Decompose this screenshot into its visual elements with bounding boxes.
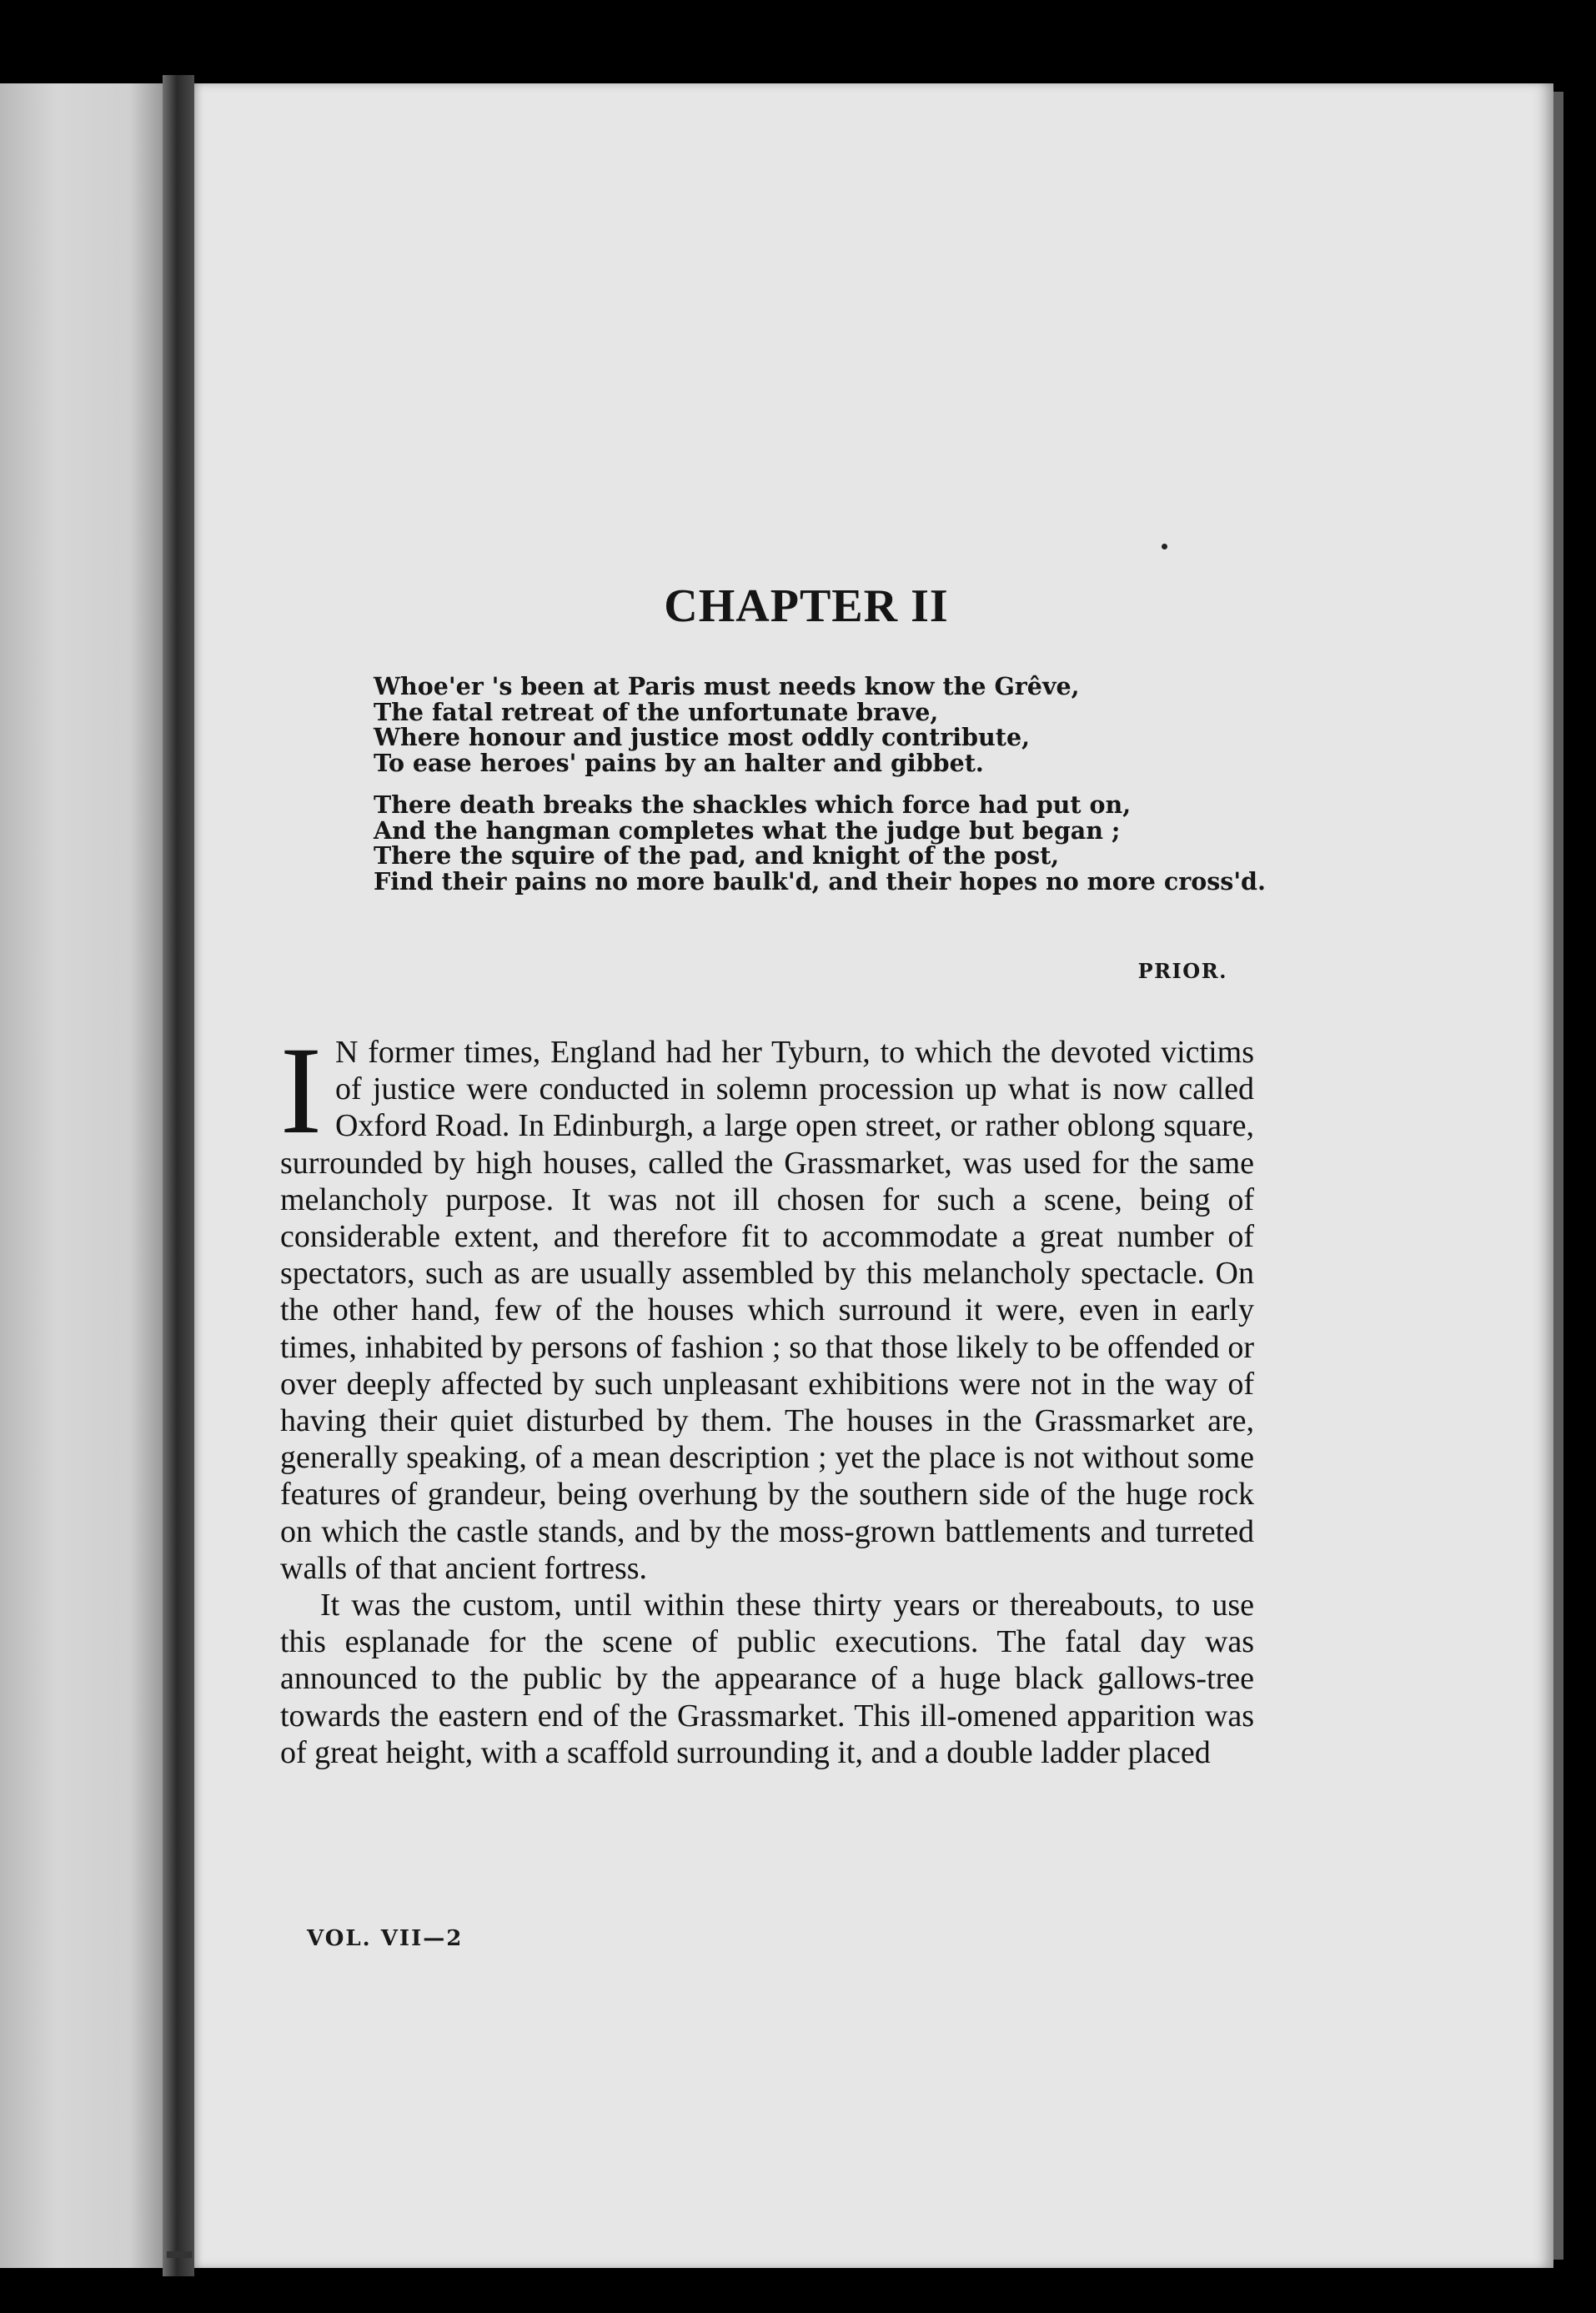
epigraph-line: Find their pains no more baulk'd, and their hopes no more cross'd.: [374, 866, 1266, 896]
epigraph-line: Where honour and justice most oddly contribute,: [374, 723, 1030, 751]
epigraph-stanza: [374, 790, 1266, 896]
bottom-edge-mark: [167, 2251, 192, 2258]
epigraph-line: And the hangman completes what the judge but began ;: [374, 815, 1121, 845]
chapter-body: [280, 1021, 1254, 1771]
epigraph-stanza: [374, 674, 1241, 775]
page-right-edge: [1553, 92, 1563, 2260]
previous-page-edge: [0, 83, 165, 2268]
epigraph-line: To ease heroes' pains by an halter and gibbet.: [374, 748, 984, 777]
epigraph-line: The fatal retreat of the unfortunate brave,: [374, 697, 939, 726]
epigraph-line: There the squire of the pad, and knight of the post,: [374, 841, 1060, 870]
signature-mark: VOL. VII—2: [307, 1926, 464, 1951]
paragraph-text: N former times, England had her Tyburn, to which the devoted victims of justice were conducted in solemn procession up what is now called Oxford Road. In Edinburgh, a large open street, or rather oblong square, surrounded by high houses, called the Grassmarket, was used for the same melancholy purpose. It was not ill chosen for such a scene, being of considerable extent, and therefore fit to accommodate a great number of spectators, such as are usually assembled by this melancholy spectacle. On the other hand, few of the houses which surround it were, even in early times, inhabited by persons of fashion ; so that those likely to be offended or over deeply affected by such unpleasant exhibitions were not in the way of having their quiet disturbed by them. The houses in the Grassmarket are, generally speaking, of a mean description ; yet the place is not without some features of grandeur, being overhung by the southern side of the huge rock on which the castle stands, and by the moss-grown battlements and turreted walls of that ancient fortress.: [280, 1035, 1254, 1586]
chapter-title: CHAPTER II: [664, 580, 949, 632]
epigraph-line: There death breaks the shackles which force had put on,: [374, 790, 1132, 819]
book-gutter: [163, 75, 194, 2276]
stray-ink-dot: [1162, 544, 1167, 549]
epigraph-attribution: PRIOR.: [1137, 959, 1227, 983]
paragraph: It was the custom, until within these thirty years or thereabouts, to use this esplanade for the scene of public executions. The fatal day was announced to the public by the appearance of a huge black gallows-tree towards the eastern end of the Grassmarket. This ill-omened apparition was of great height, with a scaffold surrounding it, and a double ladder placed: [280, 1588, 1254, 1770]
paragraph: [280, 1021, 1254, 1587]
epigraph: [374, 672, 1266, 911]
epigraph-line: Whoe'er 's been at Paris must needs know the Grêve,: [374, 672, 1080, 700]
drop-cap: I: [280, 1021, 322, 1160]
